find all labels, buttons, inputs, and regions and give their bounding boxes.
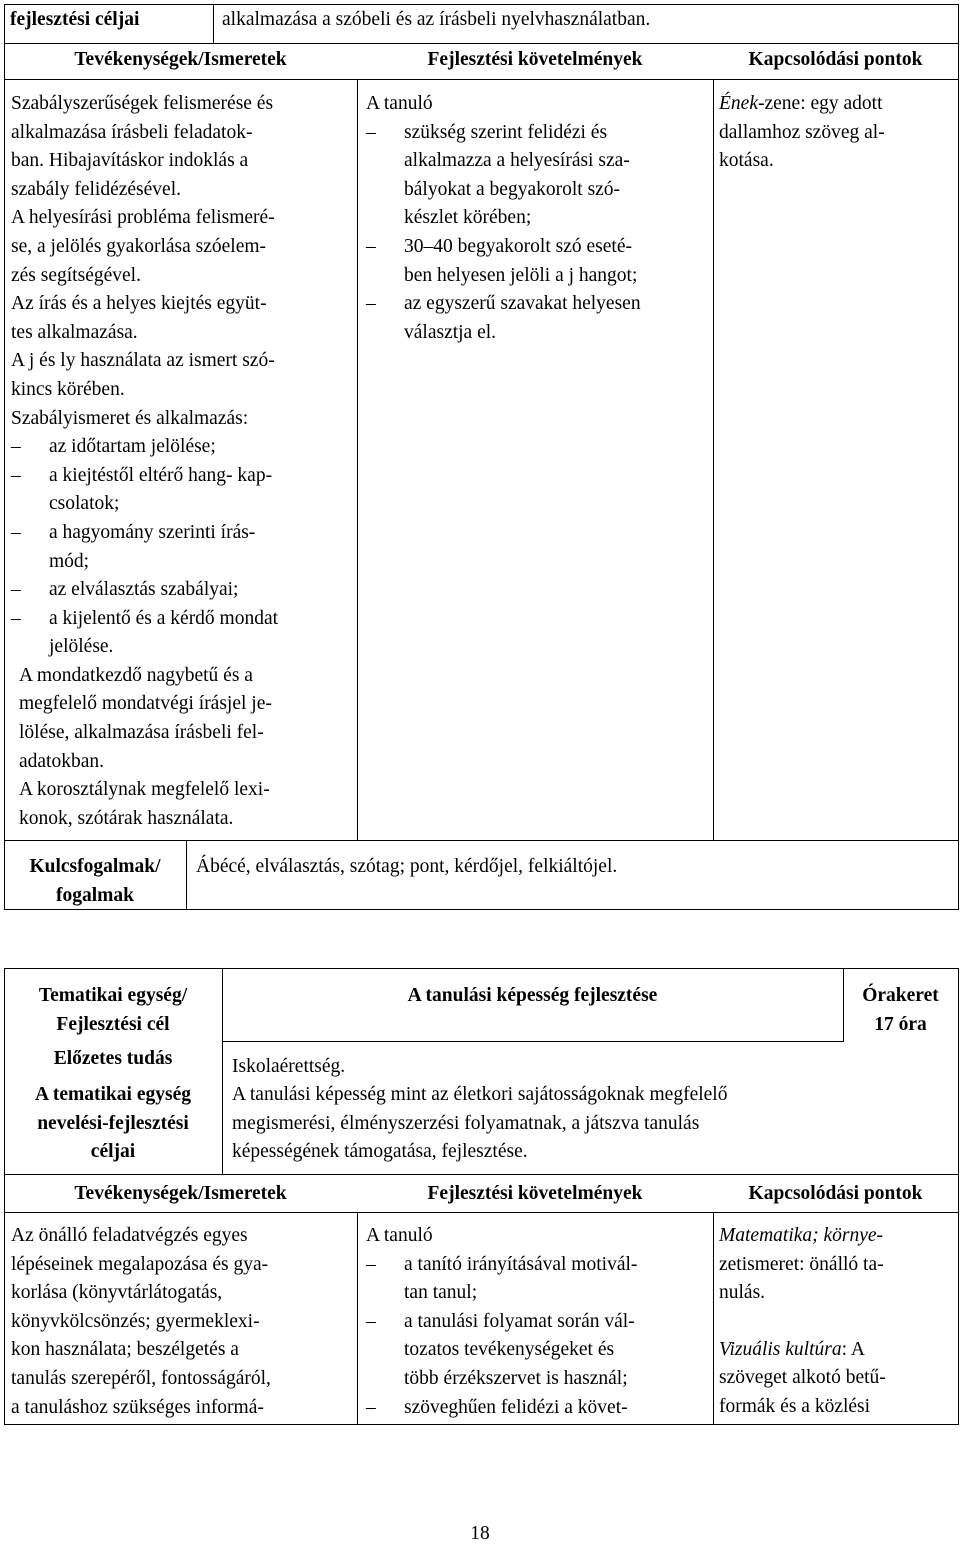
list-item: – a hagyomány szerinti írás- mód; xyxy=(11,519,351,576)
text-line: A j és ly használata az ismert szó- xyxy=(11,350,275,372)
hours-value: 17 óra xyxy=(874,1013,927,1035)
header-connections: Kapcsolódási pontok xyxy=(748,1183,923,1204)
subject-name: Matematika; környe- xyxy=(719,1225,884,1246)
list-item: – az egyszerű szavakat helyesen választja el. xyxy=(366,290,708,347)
text-line: kotása. xyxy=(719,150,774,172)
dash-bullet xyxy=(366,1251,392,1280)
keywords-label: Kulcsfogalmak/ fogalmak xyxy=(29,856,161,906)
header-requirements: Fejlesztési követelmények xyxy=(427,49,643,70)
dash-bullet xyxy=(366,233,392,262)
dash-bullet xyxy=(366,1308,392,1337)
text-line: kincs körében. xyxy=(11,378,125,400)
hours-frame xyxy=(843,982,958,1039)
hours-label: Órakeret xyxy=(862,985,939,1006)
text-line: könyvkölcsönzés; gyermeklexi- xyxy=(11,1310,260,1332)
requirements-cell xyxy=(366,1222,708,1422)
dash-bullet xyxy=(366,290,392,319)
text-line: Az önálló feladatvégzés egyes xyxy=(11,1225,248,1246)
text-line: nulás. xyxy=(719,1282,766,1304)
text-line: alkalmazása írásbeli feladatok- xyxy=(11,121,253,143)
dash-bullet xyxy=(11,433,37,462)
text-line: Az írás és a helyes kiejtés együt- xyxy=(11,293,267,315)
text-line: kon használata; beszélgetés a xyxy=(11,1339,239,1361)
list-item: – a tanulási folyamat során vál- tozatos tevékenységeket és több érzékszervet is használ; xyxy=(366,1308,708,1394)
dash-bullet xyxy=(366,119,392,148)
list-item: – a kijelentő és a kérdő mondat jelölése. xyxy=(11,605,351,662)
text-line: ban. Hibajavításkor indoklás a xyxy=(11,150,249,172)
list-item: – az elválasztás szabályai; xyxy=(11,576,351,605)
text-line: se, a jelölés gyakorlása szóelem- xyxy=(11,235,267,257)
text-line: a tanuláshoz szükséges informá- xyxy=(11,1396,264,1418)
text-line: lépéseinek megalapozása és gya- xyxy=(11,1253,269,1275)
text-line: szöveget alkotó betű- xyxy=(719,1367,886,1389)
dash-bullet xyxy=(11,576,37,605)
list-item: – szükség szerint felidézi és alkalmazza a helyesírási sza- bályokat a begyakorolt szó- készlet körében; xyxy=(366,119,708,233)
text-line: zetismeret: önálló ta- xyxy=(719,1253,884,1275)
text-line: Szabályismeret és alkalmazás: xyxy=(11,407,249,429)
header-requirements: Fejlesztési követelmények xyxy=(427,1183,643,1204)
text-line: A tanuló xyxy=(366,1225,433,1246)
text-line: A mondatkezdő nagybetű és a xyxy=(19,664,253,686)
text-line: Szabályszerűségek felismerése és xyxy=(11,93,274,114)
dash-bullet xyxy=(11,462,37,491)
prior-knowledge-text: Iskolaérettség. xyxy=(232,1056,346,1077)
unit-title: A tanulási képesség fejlesztése xyxy=(407,985,658,1006)
text-line: formák és a közlési xyxy=(719,1395,871,1417)
text-line: zés segítségével. xyxy=(11,264,141,286)
activities-cell xyxy=(11,1222,351,1422)
text-line: A korosztálynak megfelelő lexi- xyxy=(19,779,270,801)
keywords-text: Ábécé, elválasztás, szótag; pont, kérdőjel, felkiáltójel. xyxy=(196,856,618,877)
dash-bullet xyxy=(11,605,37,634)
text-line: A helyesírási probléma felismeré- xyxy=(11,207,275,229)
header-activities: Tevékenységek/Ismeretek xyxy=(74,49,287,70)
text-line: lölése, alkalmazása írásbeli fel- xyxy=(19,722,264,744)
subject-name: Ének xyxy=(719,93,758,114)
subject-name: Vizuális kultúra xyxy=(719,1338,842,1360)
list-item: – 30–40 begyakorolt szó eseté- ben helyesen jelöli a j hangot; xyxy=(366,233,708,290)
text-line: konok, szótárak használata. xyxy=(19,807,234,829)
list-item: – az időtartam jelölése; xyxy=(11,433,351,462)
goals-text-fragment: alkalmazása a szóbeli és az írásbeli nyelvhasználatban. xyxy=(222,9,651,30)
text-line: szabály felidézésével. xyxy=(11,178,181,200)
connections-cell: Matematika; környe- zetismeret: önálló ta- nulás. Vizuális kultúra: A szöveget alkotó betű- formák és a közlési xyxy=(719,1222,955,1422)
goals-label: A tematikai egység nevelési-fejlesztési céljai xyxy=(35,1084,191,1163)
requirements-cell xyxy=(366,90,708,347)
text-line: korlása (könyvtárlátogatás, xyxy=(11,1282,223,1304)
text-line: A tanuló xyxy=(366,93,433,114)
connections-cell: Ének-zene: egy adott dallamhoz szöveg al- kotása. xyxy=(719,90,955,176)
text-line: tanulás szerepéről, fontosságáról, xyxy=(11,1367,271,1389)
dash-bullet xyxy=(11,519,37,548)
dash-bullet xyxy=(366,1394,392,1423)
header-connections: Kapcsolódási pontok xyxy=(748,49,923,70)
goals-text: A tanulási képesség mint az életkori sajátosságoknak megfelelő megismerési, élményszerzési folyamatnak, a játszva tanulás képességének támogatása, fejlesztése. xyxy=(232,1084,728,1163)
header-activities: Tevékenységek/Ismeretek xyxy=(74,1183,287,1204)
list-item: – szöveghűen felidézi a követ- xyxy=(366,1394,708,1423)
list-item: – a tanító irányításával motivál- tan tanul; xyxy=(366,1251,708,1308)
text-line: megfelelő mondatvégi írásjel je- xyxy=(19,693,272,715)
text-line: adatokban. xyxy=(19,750,105,772)
list-item: – a kiejtéstől eltérő hang- kap- csolatok; xyxy=(11,462,351,519)
text-line: tes alkalmazása. xyxy=(11,321,138,343)
text-line: dallamhoz szöveg al- xyxy=(719,121,885,143)
page-number: 18 xyxy=(470,1523,490,1544)
prior-knowledge-label: Előzetes tudás xyxy=(53,1048,173,1069)
goals-label-fragment: fejlesztési céljai xyxy=(10,9,140,30)
activities-cell xyxy=(11,90,351,833)
unit-label: Tematikai egység/ Fejlesztési cél xyxy=(38,985,188,1035)
